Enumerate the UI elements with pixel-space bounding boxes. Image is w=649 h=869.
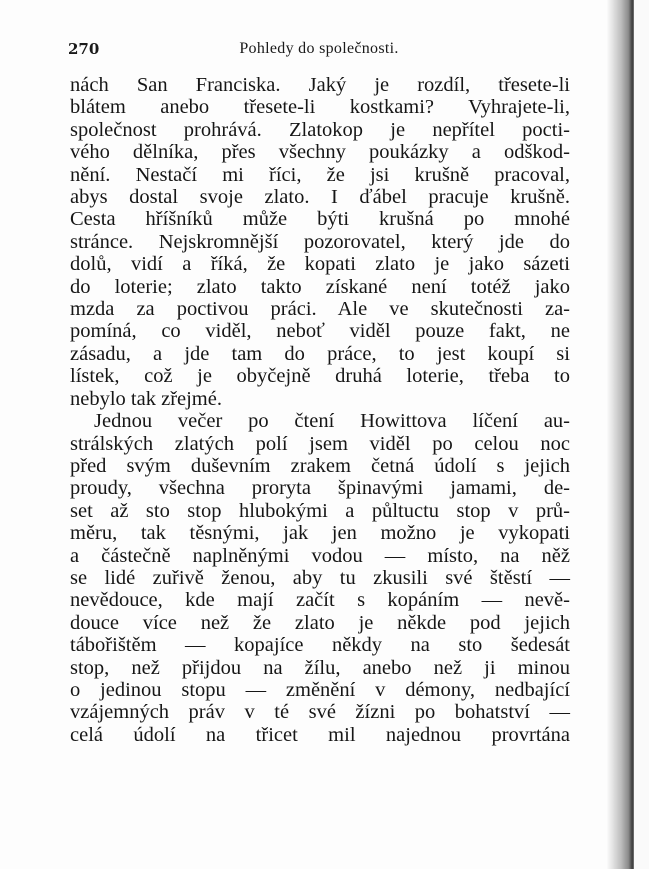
text-line: Cesta hříšníků může býti krušná po mnohé <box>70 208 570 231</box>
text-line: abys dostal svoje zlato. I ďábel pracuje krušně. <box>70 186 570 209</box>
text-line: Jednou večer po čtení Howittova líčení au- <box>94 410 570 433</box>
text-line: blátem anebo třesete-li kostkami? Vyhrajete-li, <box>70 96 570 119</box>
text-line: proudy, všechna proryta špinavými jamami, de- <box>70 477 570 500</box>
text-line: celá údolí na třicet mil najednou provrtána <box>70 723 570 746</box>
text-line: zásadu, a jde tam do práce, to jest koupí si <box>70 342 570 365</box>
text-line: nevědouce, kde mají začít s kopáním — nevě- <box>70 589 570 612</box>
text-line: se lidé zuřivě ženou, aby tu zkusili své štěstí — <box>70 566 570 589</box>
book-spine-shadow <box>606 0 636 869</box>
text-line: nách San Franciska. Jaký je rozdíl, třesete-li <box>70 74 570 96</box>
text-line: měru, tak těsnými, jak jen možno je vykopati <box>70 522 570 545</box>
text-line: lístek, což je obyčejně druhá loterie, třeba to <box>70 365 570 388</box>
text-line: o jedinou stopu — změnění v démony, nedbající <box>70 678 570 701</box>
page-header <box>68 40 570 62</box>
text-line: nebylo tak zřejmé. <box>70 387 222 410</box>
page-edge <box>634 0 649 869</box>
text-line: stránce. Nejskromnější pozorovatel, který jde do <box>70 230 570 253</box>
text-line: douce více než že zlato je někde pod jejich <box>70 611 570 634</box>
text-line: pomíná, co viděl, neboť viděl pouze fakt, ne <box>70 320 570 343</box>
text-line: před svým duševním zrakem četná údolí s jejich <box>70 454 570 477</box>
text-line: mzda za poctivou práci. Ale ve skutečnosti za- <box>70 298 570 321</box>
text-line: nění. Nestačí mi říci, že jsi krušně pracoval, <box>70 163 570 186</box>
text-line: stop, než přijdou na žílu, anebo než ji minou <box>70 656 570 679</box>
running-head: Pohledy do společnosti. <box>239 40 399 57</box>
text-line: dolů, vidí a říká, že kopati zlato je jako sázeti <box>70 253 570 276</box>
text-line: a částečně naplněnými vodou — místo, na něž <box>70 544 570 567</box>
body-text <box>70 74 570 746</box>
text-line: do loterie; zlato takto získané není totéž jako <box>70 275 570 298</box>
text-line: vzájemných práv v té své žízni po bohatství — <box>70 701 570 724</box>
text-line: vého dělníka, přes všechny poukázky a odškod- <box>70 141 570 164</box>
page-number: 270 <box>68 40 100 58</box>
text-line: strálských zlatých polí jsem viděl po celou noc <box>70 432 570 455</box>
text-line: tábořištěm — kopajíce někdy na sto šedesát <box>70 634 570 657</box>
text-line: set až sto stop hlubokými a půltuctu stop v prů- <box>70 499 570 522</box>
text-line: společnost prohrává. Zlatokop je nepřítel pocti- <box>70 118 570 141</box>
